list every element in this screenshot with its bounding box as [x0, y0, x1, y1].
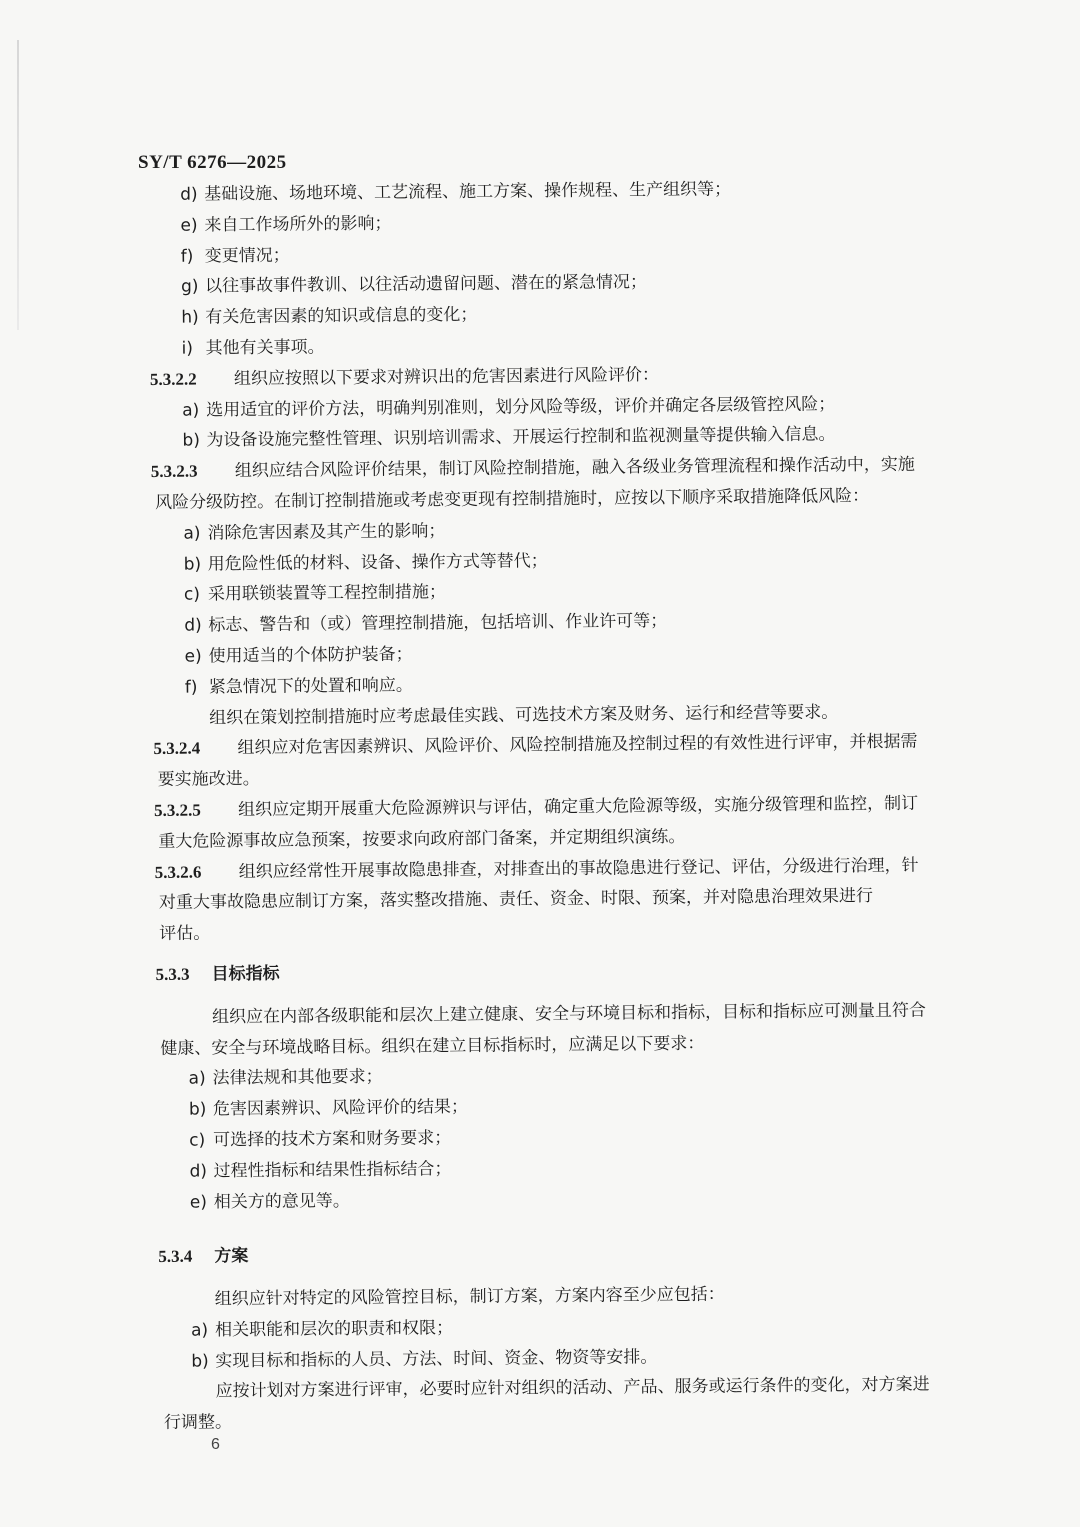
list-item: a) 法律法规和其他要求； — [188, 1067, 383, 1089]
clause-5-3-2-2: 5.3.2.2 组织应按照以下要求对辨识出的危害因素进行风险评价： — [150, 356, 1030, 395]
clause-5-3-2-6: 5.3.2.6 组织应经常性开展事故隐患排查，对排查出的事故隐患进行登记、评估，分级进行治理，针 — [155, 849, 1035, 888]
list-item: a) 消除危害因素及其产生的影响； — [183, 520, 446, 544]
list-item: c) 可选择的技术方案和财务要求； — [189, 1128, 452, 1151]
section-number: 5.3.4 — [158, 1246, 193, 1267]
page-number: 6 — [211, 1436, 220, 1453]
list-item: a) 选用适宜的评价方法，明确判别准则，划分风险等级，评价并确定各层级管控风险； — [182, 393, 836, 421]
list-item: a) 相关职能和层次的职责和权限； — [190, 1318, 454, 1341]
clause-number: 5.3.2.3 — [150, 461, 198, 482]
section-number: 5.3.3 — [155, 964, 190, 984]
paragraph: 应按计划对方案进行评审，必要时应针对组织的活动、产品、服务或运行条件的变化，对方案进 — [215, 1375, 930, 1402]
clause-continuation: 评估。 — [159, 923, 211, 945]
list-item: i) 其他有关事项。 — [181, 337, 325, 359]
clause-continuation: 要实施改进。 — [157, 769, 260, 791]
list-item: f) 变更情况； — [180, 245, 290, 267]
scan-edge-line — [17, 40, 19, 330]
clause-5-3-2-4: 5.3.2.4 组织应对危害因素辨识、风险评价、风险控制措施及控制过程的有效性进行评审，并根据需 — [153, 726, 1033, 765]
list-item: d) 基础设施、场地环境、工艺流程、施工方案、操作规程、生产组织等； — [180, 179, 732, 205]
list-item: b) 为设备设施完整性管理、识别培训需求、开展运行控制和监视测量等提供输入信息。 — [182, 424, 836, 452]
list-item: d) 过程性指标和结果性指标结合； — [189, 1158, 452, 1182]
paragraph-continuation: 健康、安全与环境战略目标。组织在建立目标指标时，应满足以下要求： — [160, 1033, 705, 1059]
clause-continuation: 风险分级防控。在制订控制措施或考虑变更现有控制措施时，应按以下顺序采取措施降低风险： — [155, 486, 870, 513]
list-item: b) 实现目标和指标的人员、方法、时间、资金、物资等安排。 — [191, 1346, 658, 1372]
list-item: c) 采用联锁装置等工程控制措施； — [183, 582, 447, 606]
paragraph: 组织应针对特定的风险管控目标，制订方案，方案内容至少应包括： — [214, 1284, 725, 1310]
list-item: d) 标志、警告和（或）管理控制措施，包括培训、作业许可等； — [184, 611, 668, 636]
clause-5-3-2-5: 5.3.2.5 组织应定期开展重大危险源辨识与评估，确定重大危险源等级，实施分级管理和监控，制订 — [154, 787, 1034, 826]
list-item: b) 危害因素辨识、风险评价的结果； — [188, 1097, 469, 1120]
list-item: h) 有关危害因素的知识或信息的变化； — [181, 305, 478, 328]
clause-number: 5.3.2.4 — [153, 738, 201, 759]
section-heading-5-3-3 — [155, 951, 1035, 990]
list-item: e) 来自工作场所外的影响； — [180, 213, 392, 236]
paragraph: 组织应在内部各级职能和层次上建立健康、安全与环境目标和指标，目标和指标应可测量且符合 — [211, 1000, 927, 1028]
clause-number: 5.3.2.2 — [149, 369, 197, 389]
section-title: 目标指标 — [211, 963, 280, 985]
paragraph: 组织在策划控制措施时应考虑最佳实践、可选技术方案及财务、运行和经营等要求。 — [209, 701, 839, 728]
clause-5-3-2-3: 5.3.2.3 组织应结合风险评价结果，制订风险控制措施，融入各级业务管理流程和操作活动中，实施 — [151, 449, 1031, 488]
standard-code: SY/T 6276—2025 — [138, 152, 287, 173]
clause-continuation: 对重大事故隐患应制订方案，落实整改措施、责任、资金、时限、预案，并对隐患治理效果进行 — [158, 886, 874, 914]
section-title: 方案 — [214, 1246, 249, 1267]
list-item: g) 以往事故事件教训、以往活动遗留问题、潜在的紧急情况； — [180, 272, 648, 298]
page-body — [148, 172, 1040, 1439]
section-heading-5-3-4 — [158, 1234, 1038, 1273]
clause-number: 5.3.2.5 — [153, 800, 201, 820]
clause-continuation: 重大危险源事故应急预案，按要求向政府部门备案，并定期组织演练。 — [158, 826, 686, 852]
list-item: e) 使用适当的个体防护装备； — [184, 644, 413, 667]
list-item: e) 相关方的意见等。 — [189, 1190, 350, 1213]
list-item: b) 用危险性低的材料、设备、操作方式等替代； — [183, 550, 548, 575]
clause-number: 5.3.2.6 — [154, 862, 202, 882]
list-item: f) 紧急情况下的处置和响应。 — [184, 675, 413, 698]
paragraph-continuation: 行调整。 — [163, 1412, 233, 1434]
